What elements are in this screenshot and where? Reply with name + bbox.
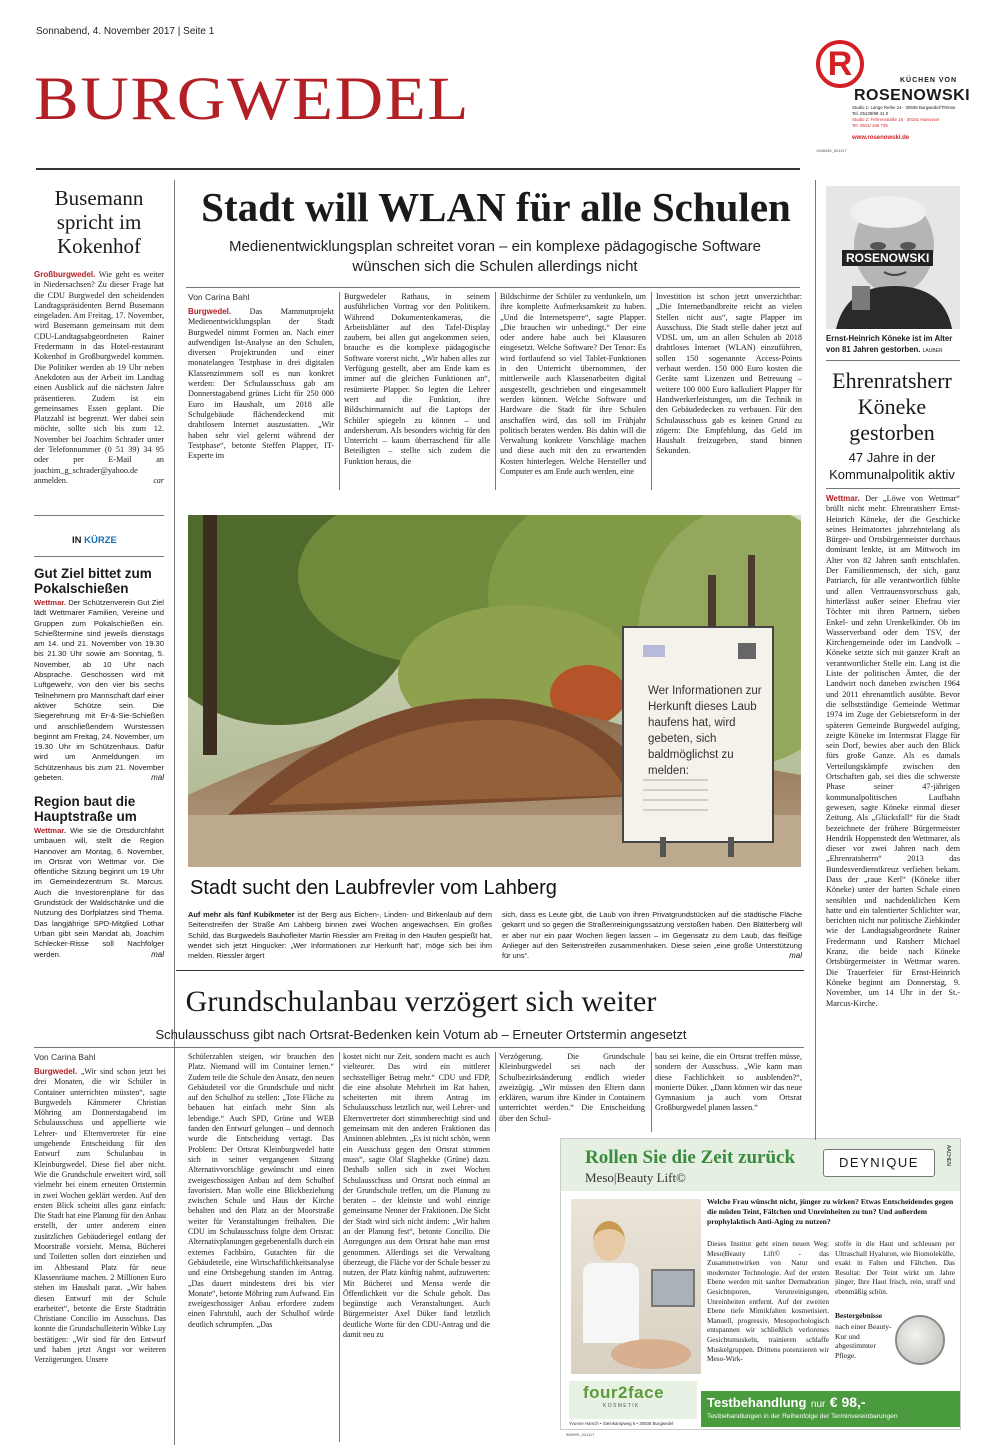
- ad-col-2: stoffe in die Haut und schleusen per Ultraschall Hyaluron, wie Biomolekülle, exakt in Falten und Fältchen. Das Resultat: Der Teint wirkt um Jahre jünger, Ihre Haut frisch, rein, straff und ebenmäßig schön.: [835, 1239, 955, 1296]
- bottom-col-5: bau sei keine, die ein Ortsrat treffen müsse, sondern der Ausschuss. „Wie kann man diese Fachlichkeit so ausblenden?“, monierte Düker. „Dann können wir das neue Gymnasium ja auch vom Ortsrat Großburgwedel planen lassen.“: [655, 1052, 802, 1113]
- rosenowski-line3: Studio 2: Fehrenstraße 16 · 30161 Hannover: [852, 117, 940, 122]
- lead-headline: Stadt will WLAN für alle Schulen: [201, 184, 791, 230]
- left-story-location: Großburgwedel.: [34, 270, 96, 279]
- photo-caption-author: mal: [789, 951, 802, 961]
- photo-sign-text: Wer Informationen zur Herkunft dieses Laub haufens hat, wird gebeten, sich baldmöglichst zu melden:: [648, 685, 762, 777]
- deynique-side: AACHEN: [945, 1145, 951, 1166]
- koeneke-photo-label: ROSENOWSKI: [842, 250, 933, 266]
- bottom-col-3: kostet nicht nur Zeit, sondern macht es auch vielteurer. Das wird ein mittlerer sechsstelliger Betrag mehr.“ CDU und FDP, die eine absolute Mehrheit im Rat haben, scheiterten mit ihrem Antrag im Schulausschuss letztlich nur, weil Lehrer- und Elternvertreter dort stimmberechtigt sind und gemeinsam mit den anderen Fraktionen das Ansinnen ablehnten. „Es ist nicht schön, wenn ein Ausschuss gegen den Ortsrat stimmen muss“, sagte Olaf Slaghekke (Grüne) dazu. Deshalb sollen sich in zwei Wochen Schulausschuss und Ortsrat noch einmal an der Grundschule treffen, um die Planung zu beraten – der kleinste und wohl einzige gemeinsame Nenner der Fraktionen. Die Sicht der Stadt wird sich nicht ändern: „Wir halten an der Planung fest“, betonte Concilio. Die Anregungen aus dem Ortsrat habe man ernst genommen. Allerdings sei die Verwaltung überzeugt, die Fläche vor der Schule besser zu nutzen, der Platz künftig nahmt, aufzuwerten: Mit Bücherei und Mensa werde die Öffentlichkeit vor die Schule geholt. Das begünstige auch Veranstaltungen. Auch Bürgermeister Axel Düker fand letztlich deutliche Worte für den CDU-Antrag und die damit neu zu: [343, 1052, 490, 1340]
- rosenowski-url[interactable]: www.rosenowski.de: [852, 135, 910, 141]
- right-subhead: 47 Jahre in der Kommunalpolitik aktiv: [829, 450, 955, 482]
- ad-question: Welche Frau wünscht nicht, jünger zu wirken? Etwas Entscheidendes gegen die müden Teint, Fältchen und Unreinheiten zu tun? Und außerdem prophylaktisch Anti-Aging zu nutzen?: [707, 1197, 954, 1226]
- price-note: Testbehandlungen in der Reihenfolge der Terminvereinbarungen: [707, 1413, 898, 1420]
- bottom-col-4: Verzögerung. Die Grundschule Kleinburgwedel sei nach der Schulbezirksänderung endlich wieder zweizügig. „Wir müssen den Eltern dann erklären, warum ihre Kinder in Containern unterrichtet werden.“ Die Entscheidung über den Schul-: [499, 1052, 645, 1123]
- ad-offer-title: Bestergebnisse: [835, 1311, 883, 1320]
- rosenowski-tagline: KÜCHEN VON: [900, 77, 958, 84]
- kurz-item-1-location: Wettmar.: [34, 598, 66, 607]
- dateline: Sonnabend, 4. November 2017 | Seite 1: [36, 26, 215, 37]
- right-headline: Ehrenratsherr Köneke gestorben: [832, 368, 952, 445]
- rosenowski-code: 1948435_001117: [816, 148, 847, 153]
- lead-col-1: [188, 307, 334, 461]
- ad-offer-body: nach einer Beauty-Kur und abgestimmter Pflege.: [835, 1322, 892, 1360]
- lead-subhead: Medienentwicklungsplan schreitet voran – ein komplexe pädagogische Software wünschen sich die Schulen allerdings nicht: [229, 238, 761, 275]
- ad-col-1: Dieses Institut geht einen neuen Weg: Meso|Beauty Lift© - das Zusammenwirken von Natur und modernster Technologie. Auf der ersten Ebene werden mit sanfter Dermabration Gesichtsporen, Verunreinigungen, Unreinheiten entfernt. Auf der zweiten Ebene tiefe Mimikfalten kosmetisiert. Manuell, progressiv, Mesopochologisch entspannen wir schließlich verlorenes Gesichtsmuskeln, trainieren schlaffe Muskelgruppen. Drittens potenzieren wir Meso-Wirk-: [707, 1239, 829, 1364]
- kurz-item-2-headline: Region baut die Hauptstraße um: [34, 794, 137, 824]
- lead-location: Burgwedel.: [188, 307, 232, 316]
- price-label: Testbehandlung: [707, 1395, 807, 1410]
- bottom-byline: Von Carina Bahl: [34, 1052, 96, 1062]
- kurz-item-2: [34, 794, 164, 960]
- four2face-logo-text: four2face: [583, 1383, 665, 1402]
- lead-byline: Von Carina Bahl: [188, 292, 250, 302]
- cream-jar-icon: [895, 1315, 945, 1365]
- ad-product: Meso|Beauty Lift©: [585, 1170, 686, 1185]
- bottom-headline: Grundschulanbau verzögert sich weiter: [185, 985, 657, 1018]
- rosenowski-brand: ROSENOWSKI: [854, 87, 971, 104]
- kurz-item-1-author: mal: [151, 773, 164, 783]
- photo-caption-col2: sich, dass es Leute gibt, die Laub von ihren Privatgrundstücken auf die städtische Fläche gekarrt und so gegen die Straßenreinigungssatzung verstoßen haben. Den Blätterberg will er aber nur ein paar Wochen liegen lassen – im Gegensatz zu dem Laub, das fleißige Anlieger auf den Seitenstreifen zusammenhaken. Diese seien „eine große Unterstützung für uns“.: [502, 910, 802, 961]
- price-value: € 98,-: [829, 1394, 866, 1410]
- photo-caption-1: [188, 910, 492, 961]
- four2face-sub: K O S M E T I K: [603, 1403, 639, 1409]
- lead-col-2: Burgwedeler Rathaus, in seinem ausführlichen Vortrag vor den Politikern. Während Dokumentenkameras, die Arbeitsblätter auf den Tafel-Display zaubern, bei allen gut angekommen seien, brauche es die komplexe pädagogische Software vorerst nicht. „Wir haben alles zur Verfügung gestellt, aber am Ende kam es immer auf die gleichen Funktionen an“, resümierte Plapper. So legten die Lehrer wert auf die Funktion, ihre Bildschirmansicht auf die Laptops der Schüler spiegeln zu können – und andersherum. Als besonders wichtig für den Unterricht – kaum überraschend für alle Beteiligten – stellte sich zudem die Funktion heraus, die: [344, 292, 490, 466]
- koeneke-caption-text: Ernst-Heinrich Köneke ist im Alter von 81 Jahren gestorben.: [826, 334, 953, 354]
- right-location: Wettmar.: [826, 494, 860, 503]
- rosenowski-ad[interactable]: [816, 40, 971, 155]
- kurz-item-2-location: Wettmar.: [34, 826, 66, 835]
- left-story-headline: Busemann spricht im Kokenhof: [54, 186, 144, 258]
- in-kuerze-kurz: KÜRZE: [84, 535, 117, 546]
- bottom-col-1-text: „Wir sind schon jetzt bei drei Monaten, die wir Schüler in Container unterrichten müssten“, sagte Burgwedels Kämmerer Christian Möhring am Donnerstagabend im Schulausschuss und appellierte wie Lehrer- und Elternvertreter für eine umgehende Entscheidung für den Entwurf zum Schulanbau in Kleinburgwedel. Diese fiel aber nicht. Wie die Grundschule erweitert wird, soll vielmehr bei einem erneuten Ortstermin in zwei Wochen geklärt werden. Auf den ersten Blick scheint alles ganz einfach: Die Stadt hat eine Planung für den Anbau erstellt, der unter anderem einen zusätzlichen Gebäuderiegel entlang der Moorstraße vorsieht. Mensa, Bücherei und Toiletten sollen dort einziehen und im Altbestand Platz für neue Klassenräume machen. 2 Millionen Euro stehen im Haushalt parat. „Wir haben diesen Entwurf mit der Schule erarbeitet“, betonte die Erste Stadträtin Christiane Concilio im Ausschuss. Das konnte die Grundschulleiterin Wibke Luy bestätigen: „Wir sind für den Entwurf und haben jetzt Angst vor weiteren Verzögerungen. Unsere: [34, 1067, 166, 1365]
- rosenowski-logo-icon: R: [816, 40, 864, 88]
- left-story-body: [34, 270, 164, 486]
- koeneke-credit: LAUBER: [922, 347, 943, 354]
- rosenowski-line2: Tel. 05139/98 41 0: [852, 111, 889, 116]
- device-icon: [651, 1269, 695, 1307]
- woman-icon: [593, 1221, 625, 1261]
- lead-col-1-text: Das Mammutprojekt Medienentwicklungsplan der Stadt Burgwedel nimmt Formen an. Nach einer aufwendigen Ist-Analyse an den Schulen, diversen Projektrunden und einer monatelangen Testphase in drei digitalen Klassenzimmern soll es nun konkret werden: Der Schulausschuss gab am Donnerstagabend grünes Licht für 250 000 Euro im Haushalt, um 2018 alle Schulgebäude flächendeckend mit drahtlosem Internet auszustatten. „Wir haben sehr viel gelernt während der Testphase“, betonte Steffen Plapper, IT-Experte im: [188, 307, 334, 461]
- photo-caption-lead: Auf mehr als fünf Kubikmeter: [188, 910, 295, 919]
- photo-headline: Stadt sucht den Laubfrevler vom Lahberg: [190, 877, 557, 899]
- ad-address: Yvonne Harsch • Steinkampweg 6 • 30938 Burgwedel: [569, 1421, 674, 1426]
- kurz-item-1: [34, 566, 164, 783]
- beauty-ad-code: 968999_001117: [566, 1432, 595, 1437]
- beauty-ad[interactable]: [560, 1138, 961, 1430]
- rosenowski-line1: Studio 1: Lange Reihe 24 · 30938 Burgwedel/Thönse: [852, 105, 956, 110]
- kurz-item-1-headline: Gut Ziel bittet zum Pokalschießen: [34, 566, 152, 596]
- in-kuerze-in: IN: [72, 535, 82, 546]
- kurz-item-2-author: mal: [151, 949, 164, 959]
- right-body: [826, 494, 960, 1009]
- photo-caption-col1: ist der Berg aus Eichen-, Linden- und Birkenlaub auf dem Seitenstreifen der Straße Am Lahberg binnen zwei Wochen angewachsen. Ein großes Schild, das Burgwedels Bauhofleiter Martin Riessler am Freitag in den Haufen gespießt hat, wendet sich jetzt Hingucker: „Wer Informationen zur Herkunft hat“, möge sich bei ihm melden. Riessler ärgert: [188, 910, 492, 961]
- price-banner[interactable]: [701, 1391, 961, 1427]
- photo-caption-2: [502, 910, 802, 961]
- bottom-col-1: [34, 1067, 166, 1366]
- masthead-rule: [36, 168, 800, 170]
- koeneke-photo: [826, 186, 960, 329]
- leaf-pile-photo: [188, 515, 801, 867]
- ad-headline: Rollen Sie die Zeit zurück: [585, 1147, 796, 1168]
- left-story-text: Wie geht es weiter in Niedersachsen? Zu dieser Frage hat die CDU Burgwedel den scheidenden Landtagspräsidenten Bernd Busemann eingeladen. Am Freitag, 17. November, wird Busemann gemeinsam mit dem CDU-Landtagsabgeordneten Rainer Fredermann in das Hotel-restaurant Kokenhof in Großburgwedel kommen. Die Politiker werden ab 19 Uhr neben Anekdoten aus der Arbeit im Landtag einen Ausblick auf die nächsten Jahre präsentieren. Zudem ist ein gemeinsames Essen geplant. Die Platzzahl ist begrenzt. Wer dabei sein möchte, sollte sich bis zum 12. November bei Joachim Schrader unter der Telefonnummer (0 51 39) 34 95 oder per E-Mail an joachim_g_schrader@yahoo.de anmelden.: [34, 270, 164, 485]
- bottom-location: Burgwedel.: [34, 1067, 78, 1076]
- rosenowski-line4: Tel. 0511/ 165 735: [852, 123, 888, 128]
- price-prefix: nur: [810, 1399, 826, 1410]
- left-story-author: car: [153, 475, 164, 485]
- bottom-subhead: Schulausschuss gibt nach Ortsrat-Bedenken kein Votum ab – Erneuter Ortstermin angesetzt: [155, 1027, 687, 1042]
- right-body-text: Der „Löwe von Wettmar“ brüllt nicht mehr. Ehrenratsherr Ernst-Heinrich Köneke, der die Geschicke seines Heimatortes jahrzehntelang als Bürger- und Ortsbürgermeister durchaus dominant lenkte, ist am Mittwoch im Alter von 82 Jahren sanft entschlafen. Der Familienmensch, der sich, ganz Patriarch, für alle verantwortlich fühlte und allen Vertrauensvorschuss gab, hinterlässt außer seiner Ehefrau vier Töchter mit ihren Partnern, sieben Enkel- und zehn Urenkelkinder. Ob im Wasserverband oder dem TSV, der Kirchengemeinde oder im Landvolk – Köneke setzte sich mit ganzer Kraft an verantwortlicher Stelle ein. Lang ist die Liste der politischen Ämter, die der Landwirt noch daneben zwischen 1964 und 2011 ehrenamtlich ausübte. Bevor die selbstständige Gemeinde Wettmar 1974 im Zuge der Gebietsreform in der späteren Gemeinde Burgwedel aufging, zeigte Köneke im Intermsrat Flagge für sein Dorf, bewies aber auch den Blick fürs große Ganze. Als es damals Verteilungskämpfe zwischen den Ortschaften gab, sei dies die schwerste Phase seiner 47-jährigen kommunalpolitischen Laufbahn gewesen, sagte Köneke einmal dieser Zeitung. Als „Glücksfall“ für die Stadt bezeichnete der frühere Bürgermeister Hendrik Hoppenstedt den Wettmarer, als dieser vor zwei Jahren nach dem „Ehrenratsherrn“ 2013 das Bundesverdienstkreuz verliehen bekam. Dass der „raue Kerl“ (Köneke über Köneke) unter der harten Schale einen sensiblen und nachdenklichen Kern hatte und ein talentierter Schlichter war, berichten nicht nur politische Ziehkinder wie der Landtagsabgeordnete Rainer Fredermann und Ratsherr Michael Kranz, die beide nach Köneke Ortsbürgermeister in Wettmar waren. Die Trauerfeier für Ernst-Heinrich Köneke beginnt am Donnerstag, 9. November, um 14 Uhr in der St.-Marcus-Kirche.: [826, 494, 960, 1008]
- koeneke-caption: [826, 334, 960, 356]
- ad-model-photo: [571, 1199, 701, 1374]
- lead-col-3: Bildschirme der Schüler zu verdunkeln, um ihre komplette Aufmerksamkeit zu haben. „Und die Internetsperre“, sagte Plapper. „Die brauchen wir unbedingt.“ Der eine oder andere habe auch bei Klausuren eingesetzt. Welche Software? Der Tenor: Es wird fortlaufend so viel Tablet-Funktionen in den Unterricht übernommen, der mittlerweile auch Klassenarbeiten digital ausgestellt, geschrieben und eingesammelt werden können. Welche Software und Hardware die Stadt für ihre Schulen anschaffen wird, das soll im Frühjahr politisch beraten werden. Bis dahin will die Verwaltung konkrete Vorschläge machen und diese auch mit den zu erwartenden Kosten hinterlegen. Welche Hersteller und Computer es am Ende auch werden, eine: [500, 292, 646, 477]
- kurz-item-2-body: Wie sie die Ortsdurchfahrt umbauen will, stellt die Region Hannover am Montag, 6. November, im Ortsrat von Wettmar vor. Die öffentliche Sitzung beginnt um 19 Uhr im Gemeindezentrum St. Marcus. Auch die Investorenpläne für das Grundstück der Waldschänke und die Nutzung des Dorfplatzes sind Thema. Das langjährige SPD-Mitglied Lothar Urban gibt sein Mandat ab, Joachim Schlecker-Risse soll Nachfolger werden.: [34, 826, 164, 959]
- in-kuerze-label: [72, 535, 117, 546]
- kurz-item-1-body: Der Schützenverein Gut Ziel lädt Wettmarer Familien, Vereine und Gruppen zum Pokalschießen ein. Schießtermine sind jeweils dienstags am 14. und 21. November von 19.30 bis 21.30 Uhr sowie am Sonntag, 5. November, ab 10 Uhr nach Absprache. Geschossen wird mit Luftgewehr, von den vier bis sechs Teilnehmern pro Mannschaft darf einer aktiver Schütze sein. Die Siegerehrung mit Er-&-Sie-Schießen und anschließendem Wurstessen beginnt am Freitag, 24. November, um 19.30 Uhr im Schützenhaus. Dafür wird um Anmeldungen im Schützenhaus bis zum 21. November gebeten.: [34, 598, 165, 783]
- deynique-logo: DEYNIQUE: [823, 1149, 935, 1177]
- bottom-col-2: Schülerzahlen steigen, wir brauchen den Platz. Niemand will im Container lernen.“ Zudem teile die Schule den Ansatz, den neuen Gebäudeteil vor die Grundschule und nicht auf den Schulhof zu stellen: „Tote Fläche zu bebauen hat einfach mehr Sinn als lebendige.“ Auch SPD, Grüne und WEB fanden den Entwurf gelungen – und dennoch wurde die Entscheidung vertagt. Das Problem: Der Ortsrat Kleinburgwedel hatte sich in seiner vergangenen Sitzung Alternativvorschläge gewünscht und einen zweigeschossigen Anbau auf dem Schulhof favorisiert. Man wolle eine Blickbeziehung zwischen Schule und Haus der Kirche behalten und den Platz an der Moorstraße weiter für Veranstaltungen freihalten. Die CDU im Schulausschuss folgte dem Ortsrat: Alternativplanungen gegebenenfalls durch ein externes Fachbüro, Gutachten für die Gebäudeteile, eine Wirtschaftlichkeitsanalyse und eine Ortsbegehung standen im Antrag. „Das dauert mindestens drei bis vier Monate“, betonte Möhring zum Aufwand. Ein zweigeschossiger Anbau erfordere zudem einen Fahrstuhl, auch der Schulhof würde deutlich schrumpfen. „Das: [188, 1052, 334, 1329]
- four2face-logo: [569, 1381, 697, 1419]
- lead-col-4: Investition ist schon jetzt unverzichtbar: „Die Internetbandbreite reicht an vielen Stellen nicht aus“, sagte Plapper im Ausschuss. Die Stadt stelle daher jetzt auf VDSL um, um an allen Schulen ab 2018 drahtloses Internet (WLAN) einzuführen, sollen 150 sogenannte Access-Points verbaut werden. 150 000 Euro kosten die Geräte samt Lizenzen und Betreuung – weitere 100 000 Euro kalkuliert Plapper für Handwerkerleistungen, um die Technik in den Gebäudedecken zu verbauen. Für den Schulausschuss gab es keinen Grund zu zögern: Die Empfehlung, das Geld im Haushalt freizugeben, stand binnen Sekunden.: [656, 292, 802, 456]
- masthead-title: BURGWEDEL: [34, 66, 471, 133]
